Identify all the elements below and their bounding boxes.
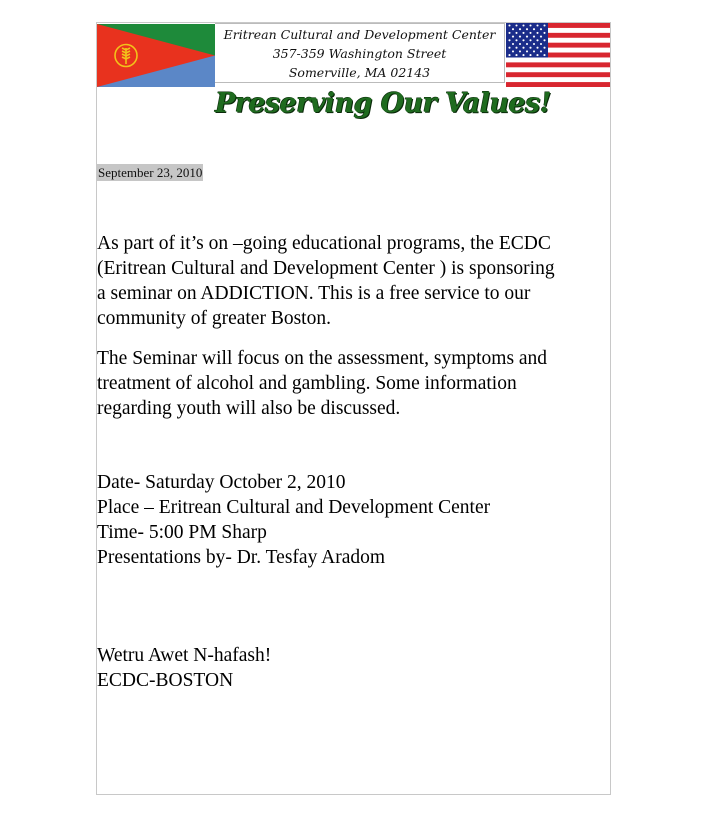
focus-paragraph <box>97 346 609 421</box>
event-place: Place – Eritrean Cultural and Development Center <box>97 497 491 518</box>
intro-line: (Eritrean Cultural and Development Center ) is sponsoring <box>97 258 555 279</box>
intro-line: community of greater Boston. <box>97 308 331 329</box>
event-date: Date- Saturday October 2, 2010 <box>97 472 346 493</box>
focus-line: regarding youth will also be discussed. <box>97 398 401 419</box>
closing-signature: ECDC-BOSTON <box>97 670 234 691</box>
intro-paragraph <box>97 231 609 331</box>
event-presenter: Presentations by- Dr. Tesfay Aradom <box>97 547 386 568</box>
intro-line: As part of it’s on –going educational programs, the ECDC <box>97 233 551 254</box>
intro-line: a seminar on ADDICTION. This is a free service to our <box>97 283 531 304</box>
street-address: 357-359 Washington Street <box>272 46 447 61</box>
signoff <box>97 643 609 693</box>
letter-date: September 23, 2010 <box>98 165 203 180</box>
header-address <box>215 23 505 83</box>
event-details <box>97 470 609 570</box>
eritrea-flag-icon <box>97 24 215 87</box>
usa-flag-icon <box>506 23 610 87</box>
focus-line: treatment of alcohol and gambling. Some information <box>97 373 517 394</box>
event-time: Time- 5:00 PM Sharp <box>97 522 267 543</box>
slogan-title: Preserving Our Values! <box>215 88 551 119</box>
org-name: Eritrean Cultural and Development Center <box>223 27 496 42</box>
city-address: Somerville, MA 02143 <box>288 65 431 80</box>
closing-greeting: Wetru Awet N-hafash! <box>97 645 272 666</box>
focus-line: The Seminar will focus on the assessment, symptoms and <box>97 348 548 369</box>
